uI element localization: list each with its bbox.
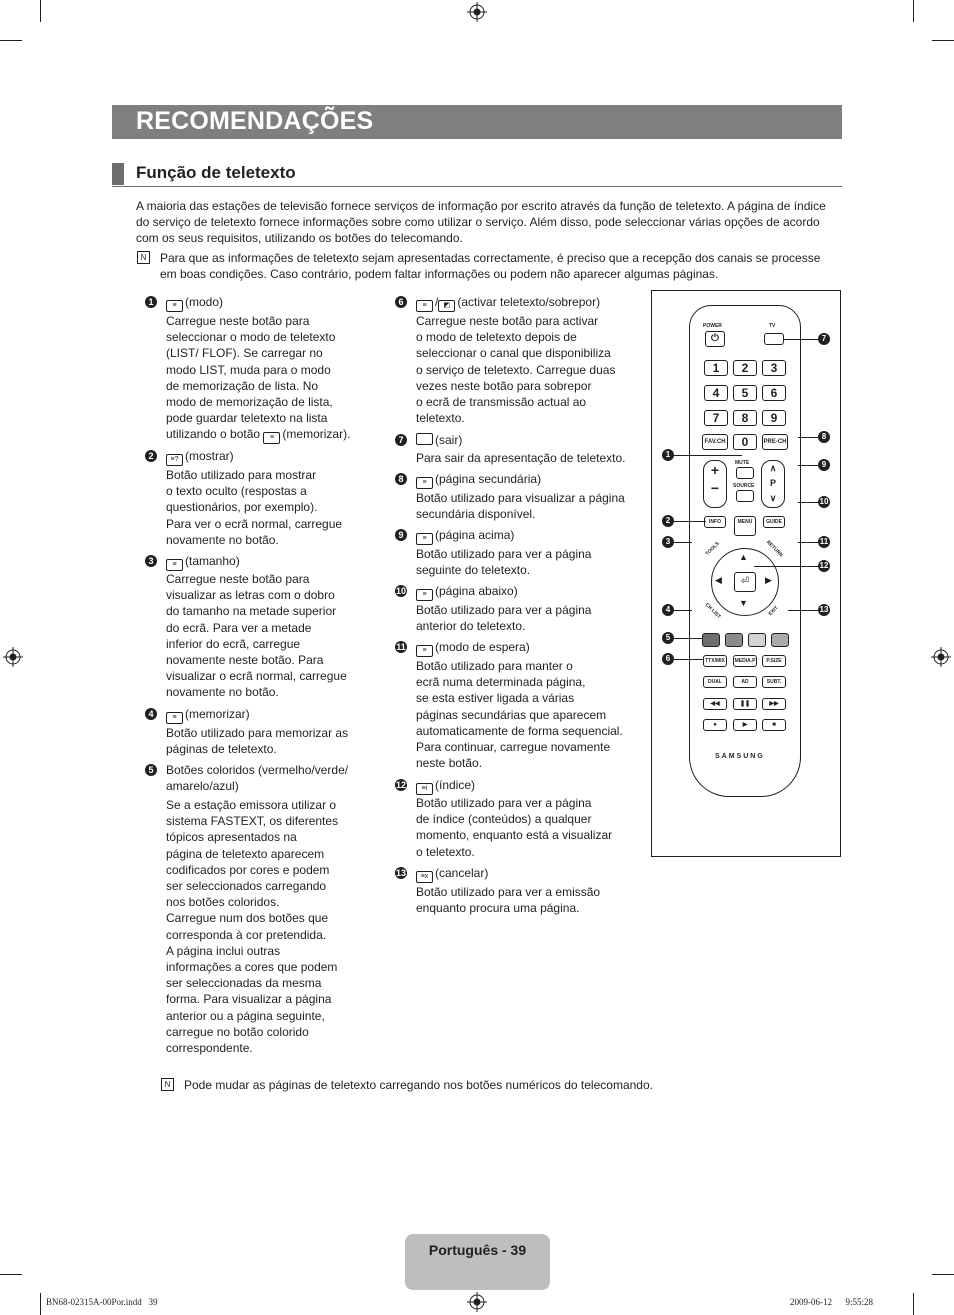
callout-2: 2 [662, 515, 674, 527]
note-line: em boas condições. Caso contrário, podem faltar informações ou podem não aparecer algumas páginas. [160, 267, 719, 282]
note-icon: N [137, 251, 150, 264]
registration-mark-icon [931, 647, 951, 667]
crop-mark [0, 40, 22, 41]
page-down-icon: ≡ [416, 589, 433, 601]
item-description: Se a estação emissora utilizar o sistema FASTEXT, os diferentes tópicos apresentados na página de teletexto aparecem codificados por cores e podem ser seleccionados carregando nos botões coloridos. Carregue num dos botões que corresponda à cor pretendida. A página inclui outras informações a cores que podem ser seleccionadas da mesma forma. Para visualizar a página anterior ou a página seguinte, carregue no botão colorido correspondente. [166, 798, 339, 1056]
index-icon: ≡i [416, 783, 433, 795]
item-description: Botão utilizado para ver a página seguinte do teletexto. [416, 547, 592, 578]
down-arrow-icon: ▼ [739, 598, 748, 608]
digit-button: 8 [733, 410, 757, 426]
item-heading: ≡x (cancelar) [416, 865, 488, 883]
callout-line [798, 437, 818, 438]
crop-mark [0, 1274, 22, 1275]
callout-line [674, 521, 706, 522]
ad-button: AD [733, 676, 757, 688]
item-description: Botão utilizado para ver a página de índice (conteúdos) a qualquer momento, enquanto está a visualizar o teletexto. [416, 796, 613, 859]
callout-line [674, 659, 704, 660]
callout-1: 1 [662, 449, 674, 461]
yellow-button [748, 633, 766, 647]
item-heading: ≡ (página abaixo) [416, 583, 518, 601]
item-heading: (sair) [416, 432, 462, 448]
pause-button: ❚❚ [733, 698, 757, 710]
exit-label: EXIT [767, 604, 780, 618]
item-number: 12 [395, 780, 406, 790]
item-heading: ≡ (modo) [166, 294, 223, 312]
info-button: INFO [704, 516, 726, 528]
callout-line [798, 502, 818, 503]
brand-logo: SAMSUNG [715, 753, 765, 760]
item-number: 9 [395, 529, 407, 541]
ch-list-label: CH LIST [703, 602, 722, 620]
hold-icon: ≡ [416, 645, 433, 657]
subt-button: SUBT. [762, 676, 786, 688]
item-number: 7 [395, 434, 407, 446]
callout-line [674, 610, 692, 611]
note-line: Para que as informações de teletexto sejam apresentadas correctamente, é preciso que a recepção dos canais se processe [160, 251, 821, 265]
item-heading: ≡ (página acima) [416, 527, 514, 545]
item-description: Carregue neste botão para activar o modo de teletexto depois de seleccionar o canal que disponibiliza o serviço de teletexto. Carregue duas vezes neste botão para sobrepor o ecrã de transmissão actual ao teletexto. [416, 314, 616, 426]
crop-mark [913, 1293, 914, 1315]
callout-10: 10 [819, 497, 829, 506]
green-button [725, 633, 743, 647]
item-heading: ≡ (memorizar) [166, 706, 250, 724]
item-heading: ≡ (tamanho) [166, 553, 240, 571]
digit-button: 7 [704, 410, 728, 426]
right-arrow-icon: ▶ [765, 575, 772, 585]
item-heading: Botões coloridos (vermelho/verde/ amarelo/azul) [166, 763, 349, 794]
callout-9: 9 [818, 459, 830, 471]
callout-line [788, 610, 818, 611]
note-icon: N [161, 1078, 174, 1091]
item-number: 3 [145, 555, 157, 567]
guide-button: GUIDE [763, 516, 785, 528]
item-number: 5 [145, 764, 157, 776]
item-heading: ≡ (página secundária) [416, 471, 541, 489]
digit-button: 3 [762, 360, 786, 376]
crop-mark [913, 0, 914, 22]
mode-icon: ≡ [166, 300, 183, 312]
page-number-tab [405, 1234, 550, 1290]
item-number: 4 [145, 708, 157, 720]
callout-4: 4 [662, 604, 674, 616]
section-title: Função de teletexto [136, 163, 296, 182]
mix-icon: ◩ [438, 300, 455, 312]
crop-mark [40, 1293, 41, 1315]
source-label: SOURCE [733, 483, 755, 489]
store-icon: ≡ [166, 712, 183, 724]
item-number: 8 [395, 473, 407, 485]
callout-line [798, 465, 818, 466]
item-heading: ≡ (modo de espera) [416, 639, 530, 657]
digit-button: 9 [762, 410, 786, 426]
up-arrow-icon: ▲ [739, 552, 748, 562]
registration-mark-icon [467, 1292, 487, 1312]
fav-ch-button: FAV.CH [702, 434, 728, 450]
registration-mark-icon [3, 647, 23, 667]
registration-mark-icon [467, 2, 487, 22]
callout-11: 11 [819, 537, 829, 546]
callout-8: 8 [818, 431, 830, 443]
item-description: Botão utilizado para visualizar a página secundária disponível. [416, 491, 625, 522]
fast-forward-button: ▶▶ [762, 698, 786, 710]
ttx-mix-button: TTX/MIX [703, 655, 727, 667]
item-description: Carregue neste botão para seleccionar o modo de teletexto (LIST/ FLOF). Se carregar no modo LIST, muda para o modo de memorização de lista. No modo de memorização de lista, pode guardar teletexto na lista utilizando o botão ≡ (memorizar). [166, 313, 366, 444]
intro-line: A maioria das estações de televisão fornece serviços de informação por escrito através da função de teletexto. A página de índice [136, 199, 826, 213]
item-heading: ≡ / ◩ (activar teletexto/sobrepor) [416, 294, 600, 312]
intro-line: do serviço de teletexto fornece informações sobre como utilizar o serviço. Além disso, pode seleccionar várias opções de acordo [136, 215, 820, 230]
callout-line [798, 542, 818, 543]
section-marker [112, 163, 124, 185]
page-title: RECOMENDAÇÕES [136, 107, 374, 135]
cancel-icon: ≡x [416, 871, 433, 883]
item-number: 10 [395, 586, 406, 596]
section-rule [112, 186, 842, 187]
bottom-note: Pode mudar as páginas de teletexto carregando nos botões numéricos do telecomando. [184, 1078, 653, 1092]
item-description: Botão utilizado para ver a página anterior do teletexto. [416, 603, 592, 634]
zero-button: 0 [733, 434, 757, 450]
callout-3: 3 [662, 536, 674, 548]
item-description: Botão utilizado para mostrar o texto oculto (respostas a questionários, por exemplo). Para ver o ecrã normal, carregue novamente no botão. [166, 468, 343, 547]
item-description: Para sair da apresentação de teletexto. [416, 451, 626, 465]
callout-6: 6 [662, 653, 674, 665]
digit-button: 4 [704, 385, 728, 401]
crop-mark [40, 0, 41, 22]
callout-line [754, 566, 818, 567]
callout-5: 5 [662, 632, 674, 644]
tv-button [764, 333, 784, 345]
enter-button: ⏎ [734, 572, 756, 592]
mute-label: MUTE [735, 460, 750, 466]
pre-ch-button: PRE-CH [762, 434, 788, 450]
return-label: RETURN [764, 539, 784, 559]
red-button [702, 633, 720, 647]
item-heading: ≡? (mostrar) [166, 448, 234, 466]
p-size-button: P.SIZE [762, 655, 786, 667]
play-button: ▶ [733, 719, 757, 731]
callout-line [674, 638, 702, 639]
rewind-button: ◀◀ [703, 698, 727, 710]
callout-13: 13 [819, 605, 829, 614]
dual-button: DUAL [703, 676, 727, 688]
teletext-on-icon: ≡ [416, 300, 433, 312]
subpage-icon: ≡ [416, 477, 433, 489]
volume-rocker: + − [703, 460, 727, 508]
item-description: Carregue neste botão para visualizar as letras com o dobro do tamanho na metade superior do ecrã. Para ver a metade inferior do ecrã, carregue novamente neste botão. Para visualizar o ecrã normal, carregue novamente no botão. [166, 572, 347, 700]
crop-mark [932, 40, 954, 41]
intro-line: com os seus requisitos, utilizando os botões do telecomando. [136, 231, 463, 246]
item-number: 13 [395, 868, 406, 878]
intro-note [160, 250, 850, 282]
item-number: 1 [145, 296, 157, 308]
intro-paragraph [136, 198, 846, 247]
tv-label: TV [769, 323, 776, 329]
crop-mark [932, 1274, 954, 1275]
slug-filename: BN68-02315A-00Por.indd 39 [46, 1297, 158, 1307]
channel-rocker: ∧ P ∨ [761, 460, 785, 508]
record-button: ● [703, 719, 727, 731]
callout-line [674, 455, 742, 456]
source-button [736, 490, 754, 502]
page-number: Português - 39 [428, 1242, 527, 1258]
slug-date: 2009-06-12 9:55:28 [790, 1297, 873, 1307]
item-number: 2 [145, 450, 157, 462]
exit-icon [416, 433, 433, 445]
digit-button: 6 [762, 385, 786, 401]
stop-button: ■ [762, 719, 786, 731]
callout-line [784, 339, 818, 340]
menu-button: MENU [734, 516, 756, 536]
item-description: Botão utilizado para ver a emissão enquanto procura uma página. [416, 885, 601, 916]
callout-7: 7 [818, 333, 830, 345]
digit-button: 5 [733, 385, 757, 401]
callout-line [674, 542, 692, 543]
tools-label: TOOLS [704, 540, 721, 558]
item-number: 6 [395, 296, 407, 308]
item-description: Botão utilizado para manter o ecrã numa determinada página, se esta estiver ligada a várias páginas secundárias que aparecem automaticamente de forma sequencial. Para continuar, carregue novamente neste botão. [416, 659, 623, 771]
page-title-bar [112, 105, 842, 139]
mute-button [736, 467, 754, 479]
callout-12: 12 [819, 561, 829, 570]
power-button: ⏻ [705, 331, 725, 347]
item-number: 11 [396, 642, 406, 652]
digit-button: 2 [733, 360, 757, 376]
item-heading: ≡i (índice) [416, 777, 475, 795]
page-up-icon: ≡ [416, 533, 433, 545]
blue-button [771, 633, 789, 647]
power-label: POWER [703, 323, 722, 329]
store-icon: ≡ [263, 432, 280, 444]
size-icon: ≡ [166, 559, 183, 571]
item-description: Botão utilizado para memorizar as páginas de teletexto. [166, 726, 349, 757]
left-arrow-icon: ◀ [715, 575, 722, 585]
digit-button: 1 [704, 360, 728, 376]
media-p-button: MEDIA.P [733, 655, 757, 667]
reveal-icon: ≡? [166, 454, 183, 466]
